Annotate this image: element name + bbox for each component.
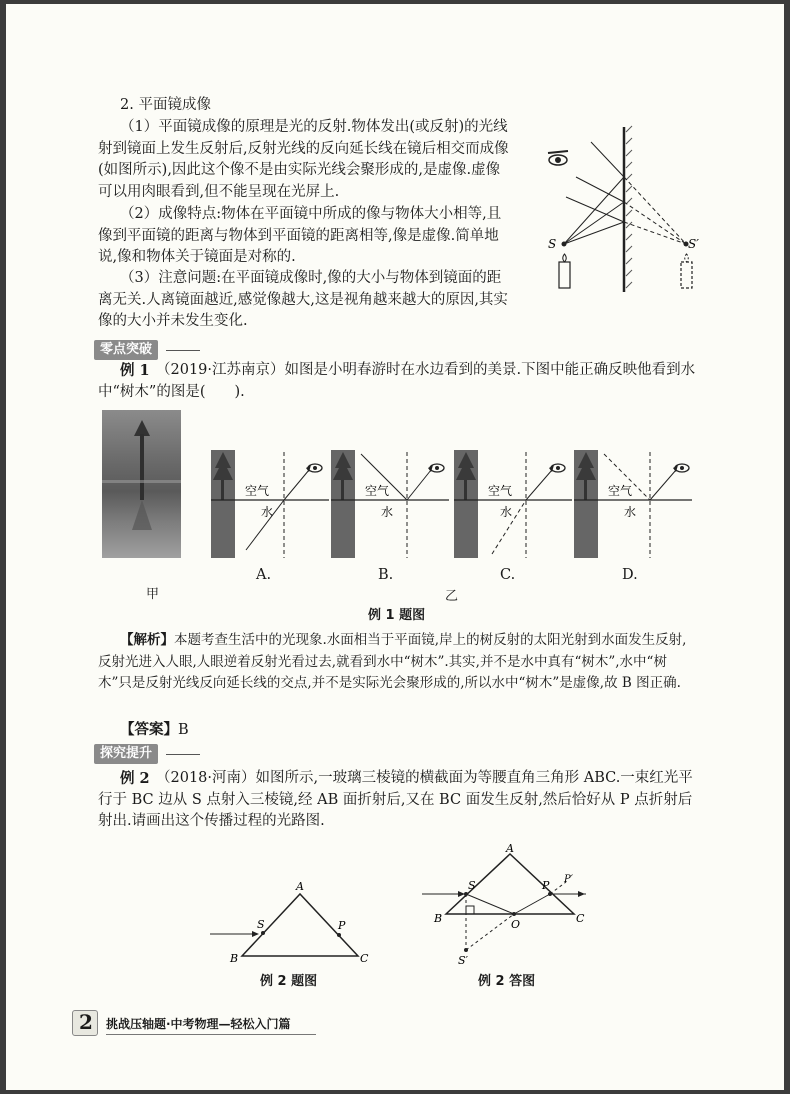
option-d-label: D.: [622, 567, 638, 583]
svg-text:P: P: [338, 919, 346, 932]
option-b-diagram: [331, 450, 451, 558]
svg-text:B: B: [230, 952, 239, 965]
option-c-label: C.: [500, 567, 516, 583]
footer-rule: [106, 1034, 316, 1035]
example2-question: （2018·河南）如图所示,一玻璃三棱镜的横截面为等腰直角三角形 ABC.一束红光平行于 BC 边从 S 点射入三棱镜,经 AB 面折射后,又在 BC 面发生反射,然后恰好从 P 点折射后射出.请画出这个传播过程的光路图.: [98, 770, 693, 829]
option-d-diagram: [574, 450, 694, 558]
tag-rule: [166, 754, 200, 755]
example1-caption: 例 1 题图: [368, 608, 426, 623]
example2-answer-caption: 例 2 答图: [478, 974, 536, 989]
svg-text:O: O: [511, 918, 521, 931]
paragraph-features: （2）成像特点:物体在平面镜中所成的像与物体大小相等,且像到平面镜的距离与物体到平面镜的距离相等,像是虚像.简单地说,像和物体关于镜面是对称的.: [98, 206, 502, 265]
svg-text:P: P: [542, 879, 550, 892]
option-a-diagram: [211, 450, 331, 558]
svg-text:S′: S′: [458, 954, 469, 967]
lake-photo: [102, 410, 181, 558]
svg-text:P′: P′: [564, 874, 573, 885]
book-page: [6, 4, 784, 1090]
paragraph-principle: （1）平面镜成像的原理是光的反射.物体发出(或反射)的光线射到镜面上发生反射后,反射光线的反向延长线在镜后相交而成像(如图所示),因此这个像不是由实际光线会聚形成的,是虚像.虚像可以用肉眼看到,但不能呈现在光屏上.: [98, 119, 509, 200]
page-number: 2: [79, 1010, 93, 1034]
svg-text:C: C: [576, 912, 585, 925]
candle-image-icon: [681, 254, 692, 288]
footer-title: 挑战压轴题·中考物理—轻松入门篇: [106, 1017, 291, 1031]
eye-icon: [548, 151, 568, 165]
svg-text:A: A: [296, 880, 304, 893]
svg-text:水: 水: [381, 505, 394, 519]
section-tag-explore: 探究提升: [94, 744, 158, 764]
svg-text:S: S: [468, 879, 476, 892]
example2-question-caption: 例 2 题图: [260, 974, 318, 989]
svg-text:C: C: [360, 952, 369, 965]
photo-label-jia: 甲: [146, 587, 160, 602]
example1-question: （2019·江苏南京）如图是小明春游时在水边看到的美景.下图中能正确反映他看到水中“树木”的图是( ).: [98, 362, 696, 400]
svg-text:空气: 空气: [608, 484, 633, 498]
prism-answer-diagram: [418, 842, 608, 970]
svg-text:空气: 空气: [488, 484, 513, 498]
label-s-prime: S′: [688, 237, 699, 251]
option-a-label: A.: [256, 567, 272, 583]
example1-label: 例 1: [120, 362, 150, 379]
svg-text:S: S: [257, 918, 265, 931]
svg-text:水: 水: [261, 505, 274, 519]
plane-mirror-diagram: [536, 122, 716, 297]
example1-analysis: 【解析】本题考查生活中的光现象.水面相当于平面镜,岸上的树反射的太阳光射到水面发生反射,反射光进入人眼,人眼逆着反射光看过去,就看到水中“树木”.其实,并不是水中真有“树木”,水中“树木”只是反射光线反向延长线的交点,并不是实际光会聚形成的,所以水中“树木”是虚像,故 B 图正确.: [98, 632, 687, 691]
group-label-yi: 乙: [445, 589, 459, 604]
option-b-label: B.: [378, 567, 394, 583]
label-s: S: [548, 237, 557, 251]
option-c-diagram: [454, 450, 574, 558]
svg-text:空气: 空气: [365, 484, 390, 498]
example1-answer: 【答案】B: [120, 721, 189, 738]
section-tag-zero-breakthrough: 零点突破: [94, 340, 158, 360]
svg-text:水: 水: [624, 505, 637, 519]
svg-text:水: 水: [500, 505, 513, 519]
candle-icon: [559, 254, 570, 288]
section-heading: 2. 平面镜成像: [120, 97, 211, 113]
tag-rule: [166, 350, 200, 351]
svg-text:空气: 空气: [245, 484, 270, 498]
paragraph-notes: （3）注意问题:在平面镜成像时,像的大小与物体到镜面的距离无关.人离镜面越近,感觉像越大,这是视角越来越大的原因,其实像的大小并未发生变化.: [98, 270, 508, 329]
example2-label: 例 2: [120, 770, 150, 787]
prism-question-diagram: [202, 876, 372, 966]
svg-text:A: A: [506, 842, 514, 855]
svg-text:B: B: [434, 912, 443, 925]
